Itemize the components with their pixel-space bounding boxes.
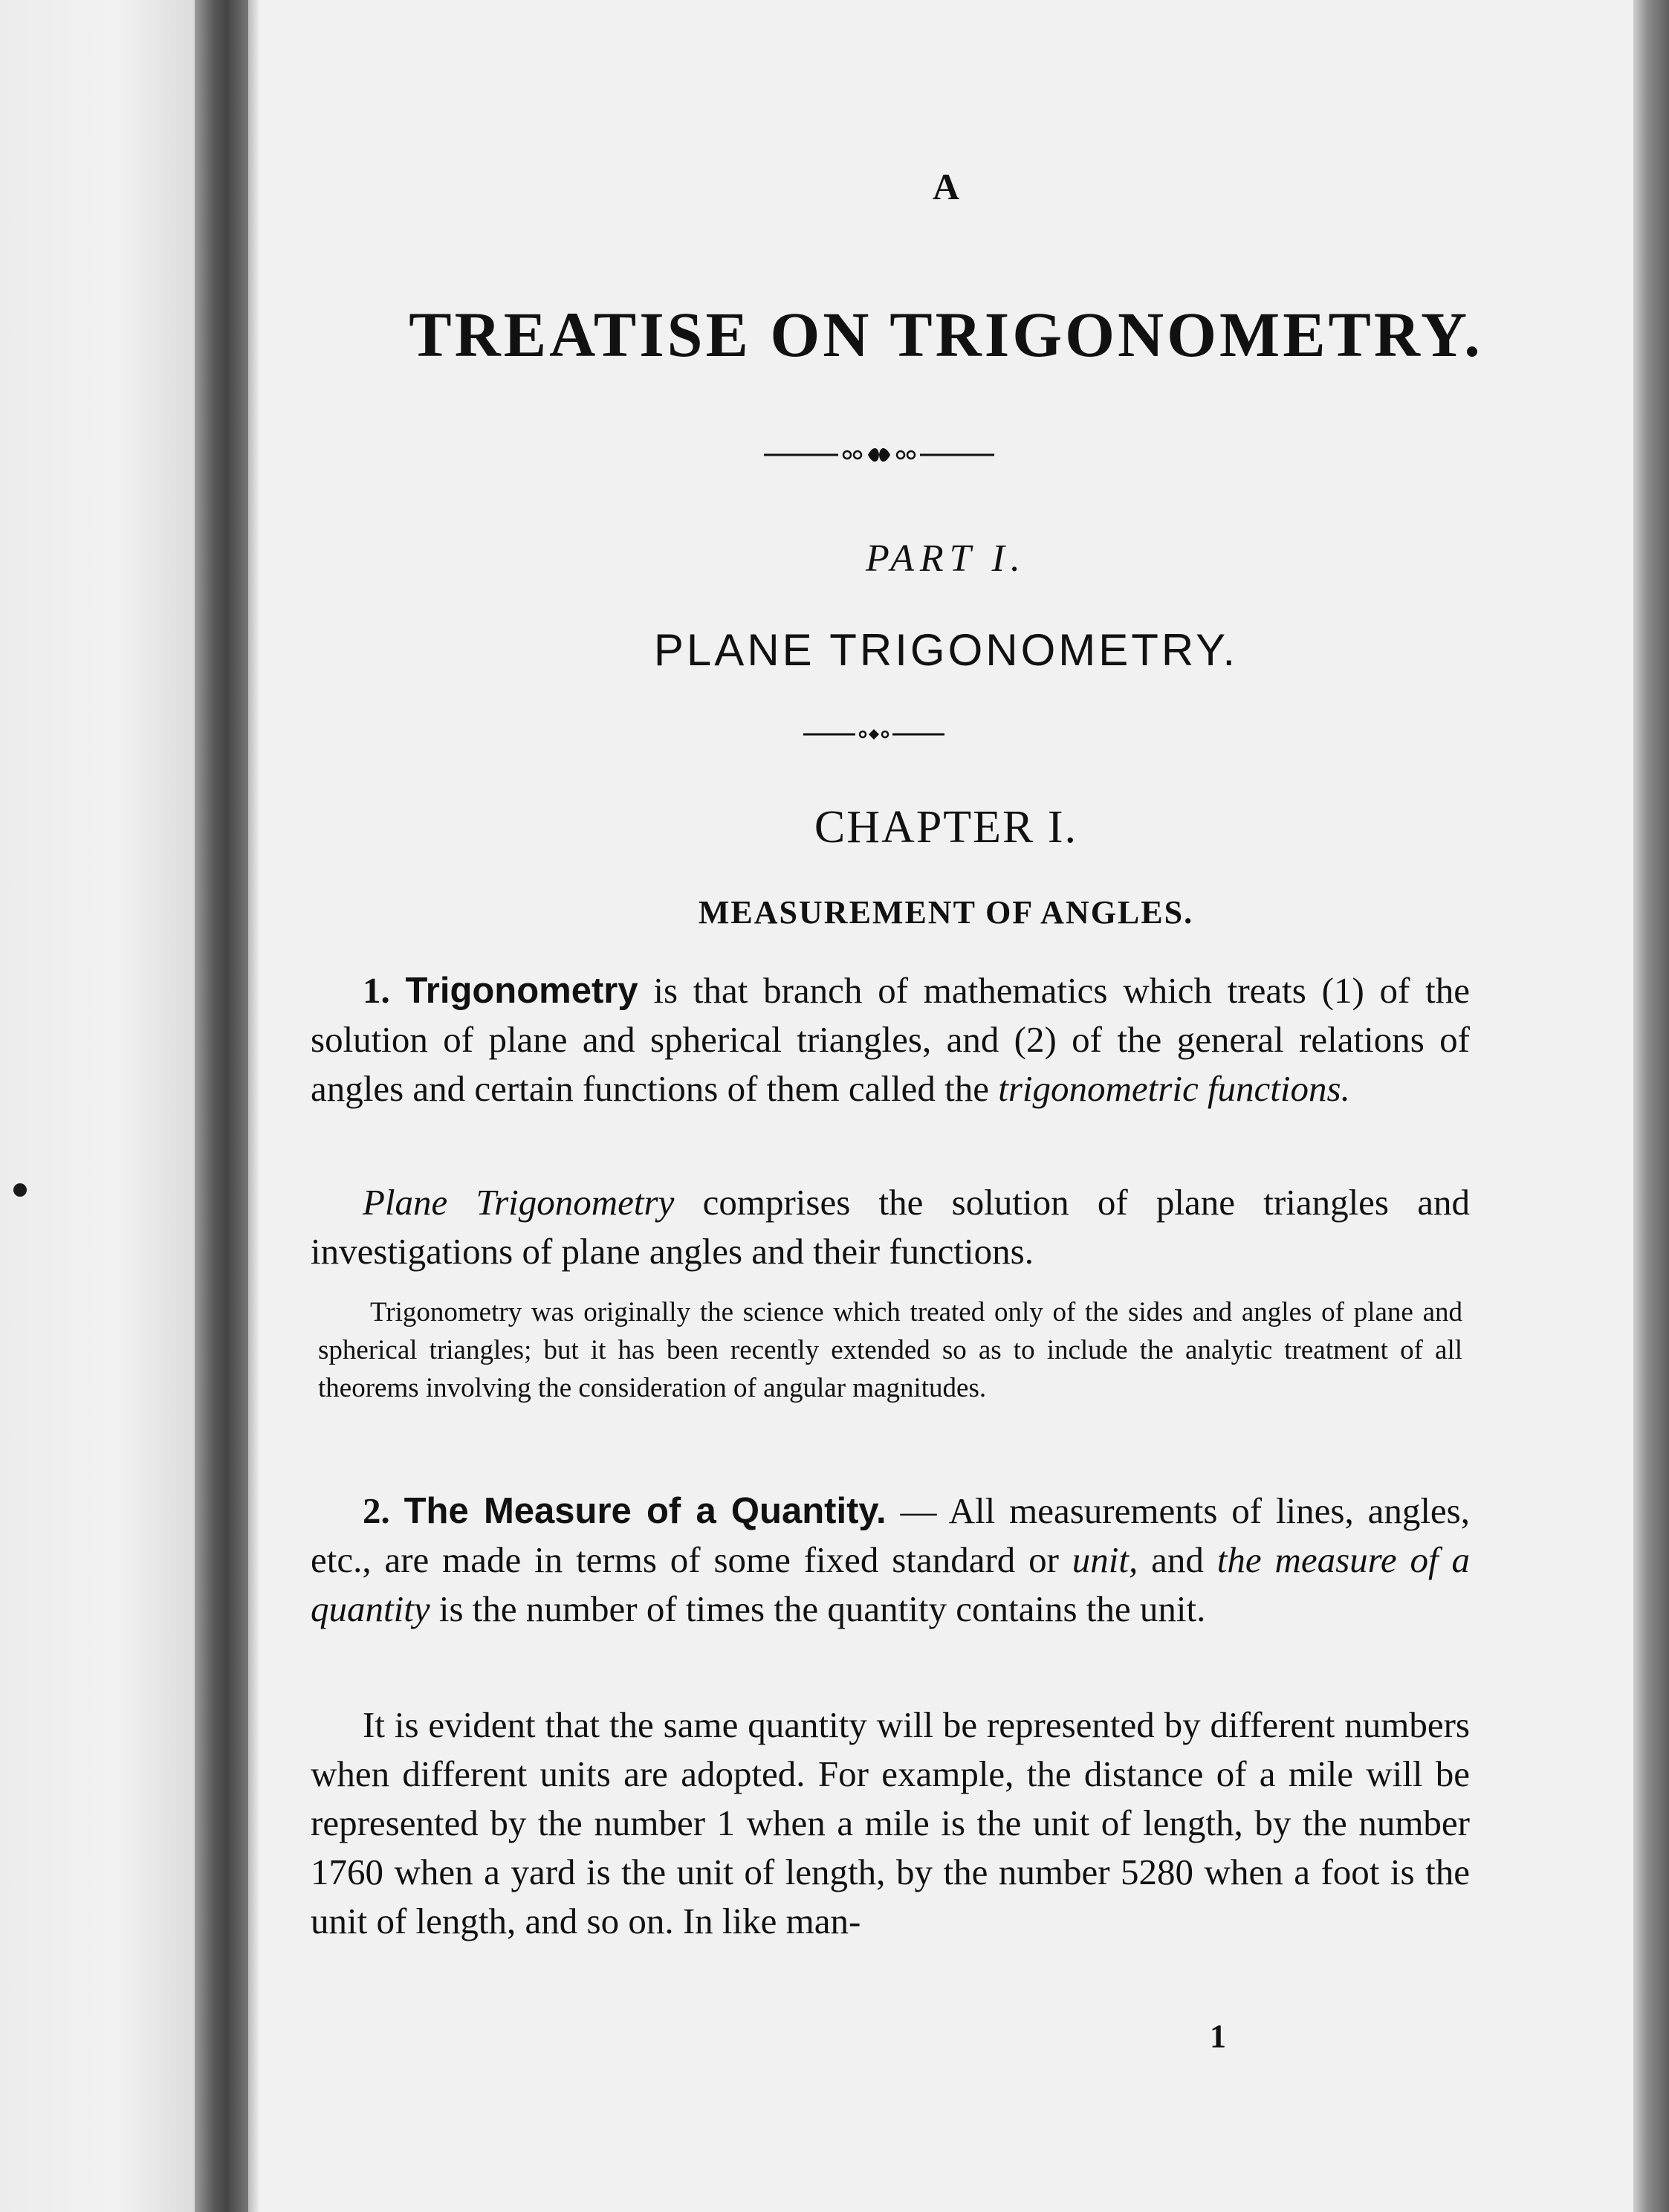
italic-term: trigonometric functions.	[998, 1068, 1350, 1109]
historical-note: Trigonometry was originally the science which treated only of the sides and angles of plane and spherical triangles; but it has been recently extended so as to include the analytic treatment of all theorems involving the consideration of angular magnitudes.	[318, 1297, 1462, 1403]
book-title: TREATISE ON TRIGONOMETRY.	[409, 299, 1483, 370]
book-gutter	[195, 0, 248, 2212]
body-text: All measurements of lines, angles, etc., are made in terms of some fixed standard or	[311, 1490, 1471, 1580]
plane-trig-paragraph	[311, 1178, 1470, 1276]
stray-mark	[13, 1183, 27, 1197]
chapter-heading: CHAPTER I.	[814, 802, 1078, 853]
body-text: is that branch of mathematics which treats (1) of the solution of plane and spherical triangles, and (2) of the general relations of angles and certain functions of them called the	[311, 970, 1470, 1109]
evident-paragraph: It is evident that the same quantity will be represented by different numbers when different units are adopted. For example, the distance of a mile will be represented by the number 1 when a mile is the unit of length, by the number 1760 when a yard is the unit of length, by the number 5280 when a foot is the unit of length, and so on. In like man-	[311, 1704, 1470, 1941]
part-title: PLANE TRIGONOMETRY.	[653, 625, 1239, 675]
body-text: is the number of times the quantity contains the unit.	[430, 1588, 1206, 1629]
em-dash: —	[886, 1490, 949, 1531]
section-2-paragraph	[311, 1487, 1470, 1634]
section-heading: The Measure of a Quantity.	[404, 1491, 887, 1531]
section-heading: Trigonometry	[405, 971, 638, 1011]
book-page	[259, 0, 1633, 2212]
italic-term: the measure of a quantity	[311, 1539, 1470, 1629]
section-number: 1.	[363, 970, 390, 1011]
ornament-divider-small	[803, 725, 944, 743]
part-heading: PART I.	[866, 537, 1026, 580]
chapter-title: MEASUREMENT OF ANGLES.	[698, 894, 1194, 931]
section-number: 2.	[363, 1490, 390, 1531]
title-article: A	[932, 166, 960, 207]
page-edge-right	[1633, 0, 1669, 2212]
facing-page	[0, 0, 195, 2212]
body-text: and	[1138, 1539, 1217, 1580]
ornament-divider-large	[764, 442, 994, 468]
section-1-paragraph	[311, 966, 1470, 1113]
gutter-edge	[248, 0, 259, 2212]
italic-term: unit,	[1072, 1539, 1138, 1580]
italic-term: Plane Trigonometry	[363, 1182, 675, 1223]
page-number: 1	[1210, 2018, 1226, 2054]
body-text: comprises the solution of plane triangles and investigations of plane angles and their functions.	[311, 1182, 1471, 1272]
